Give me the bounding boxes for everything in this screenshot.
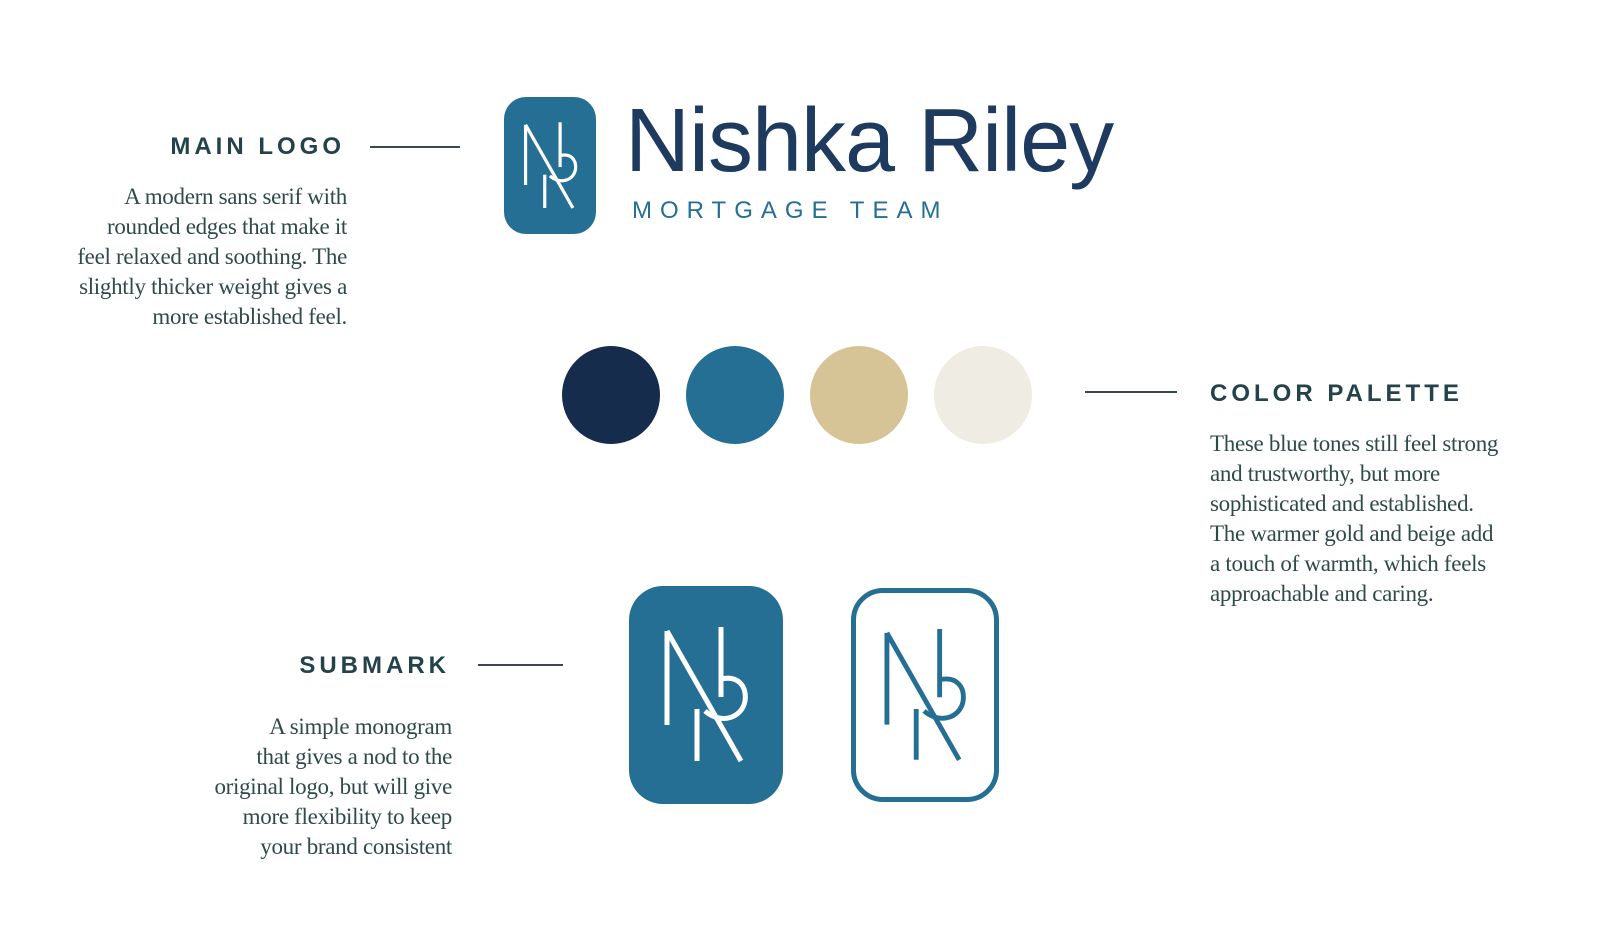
nr-monogram-icon (883, 627, 967, 764)
text-line: and trustworthy, but more (1210, 461, 1440, 486)
text-line: approachable and caring. (1210, 581, 1434, 606)
brand-tagline: MORTGAGE TEAM (632, 197, 949, 224)
text-line: sophisticated and established. (1210, 491, 1474, 516)
submark-section-label: SUBMARK (299, 652, 450, 679)
text-line: A simple monogram (269, 714, 452, 739)
text-line: A modern sans serif with (124, 184, 347, 209)
submark-description (160, 712, 452, 862)
main-logo-description (37, 182, 347, 332)
color-palette-connector-line (1085, 391, 1177, 393)
text-line: original logo, but will give (214, 774, 452, 799)
submark-connector-line (478, 664, 563, 666)
color-palette-swatches (562, 346, 1032, 444)
color-swatch-warm-gold (810, 346, 908, 444)
text-line: rounded edges that make it (106, 214, 347, 239)
text-line: more flexibility to keep (242, 804, 452, 829)
main-logo-mark (504, 97, 596, 234)
nr-monogram-icon (523, 121, 578, 211)
submark-outline-mark (851, 588, 999, 802)
color-swatch-soft-cream (934, 346, 1032, 444)
color-palette-description (1210, 429, 1550, 609)
color-swatch-ocean-teal (686, 346, 784, 444)
brand-name-wordmark: Nishka Riley (625, 91, 1114, 191)
text-line: that gives a nod to the (256, 744, 452, 769)
text-line: a touch of warmth, which feels (1210, 551, 1486, 576)
main-logo-section-label: MAIN LOGO (170, 133, 345, 160)
text-line: feel relaxed and soothing. The (77, 244, 347, 269)
text-line: These blue tones still feel strong (1210, 431, 1499, 456)
color-swatch-dark-navy (562, 346, 660, 444)
text-line: more established feel. (152, 304, 347, 329)
color-palette-section-label: COLOR PALETTE (1210, 380, 1463, 407)
text-line: your brand consistent (260, 834, 452, 859)
main-logo-connector-line (370, 146, 460, 148)
nr-monogram-icon (663, 625, 749, 765)
text-line: slightly thicker weight gives a (79, 274, 347, 299)
submark-solid-mark (629, 586, 783, 804)
text-line: The warmer gold and beige add (1210, 521, 1494, 546)
